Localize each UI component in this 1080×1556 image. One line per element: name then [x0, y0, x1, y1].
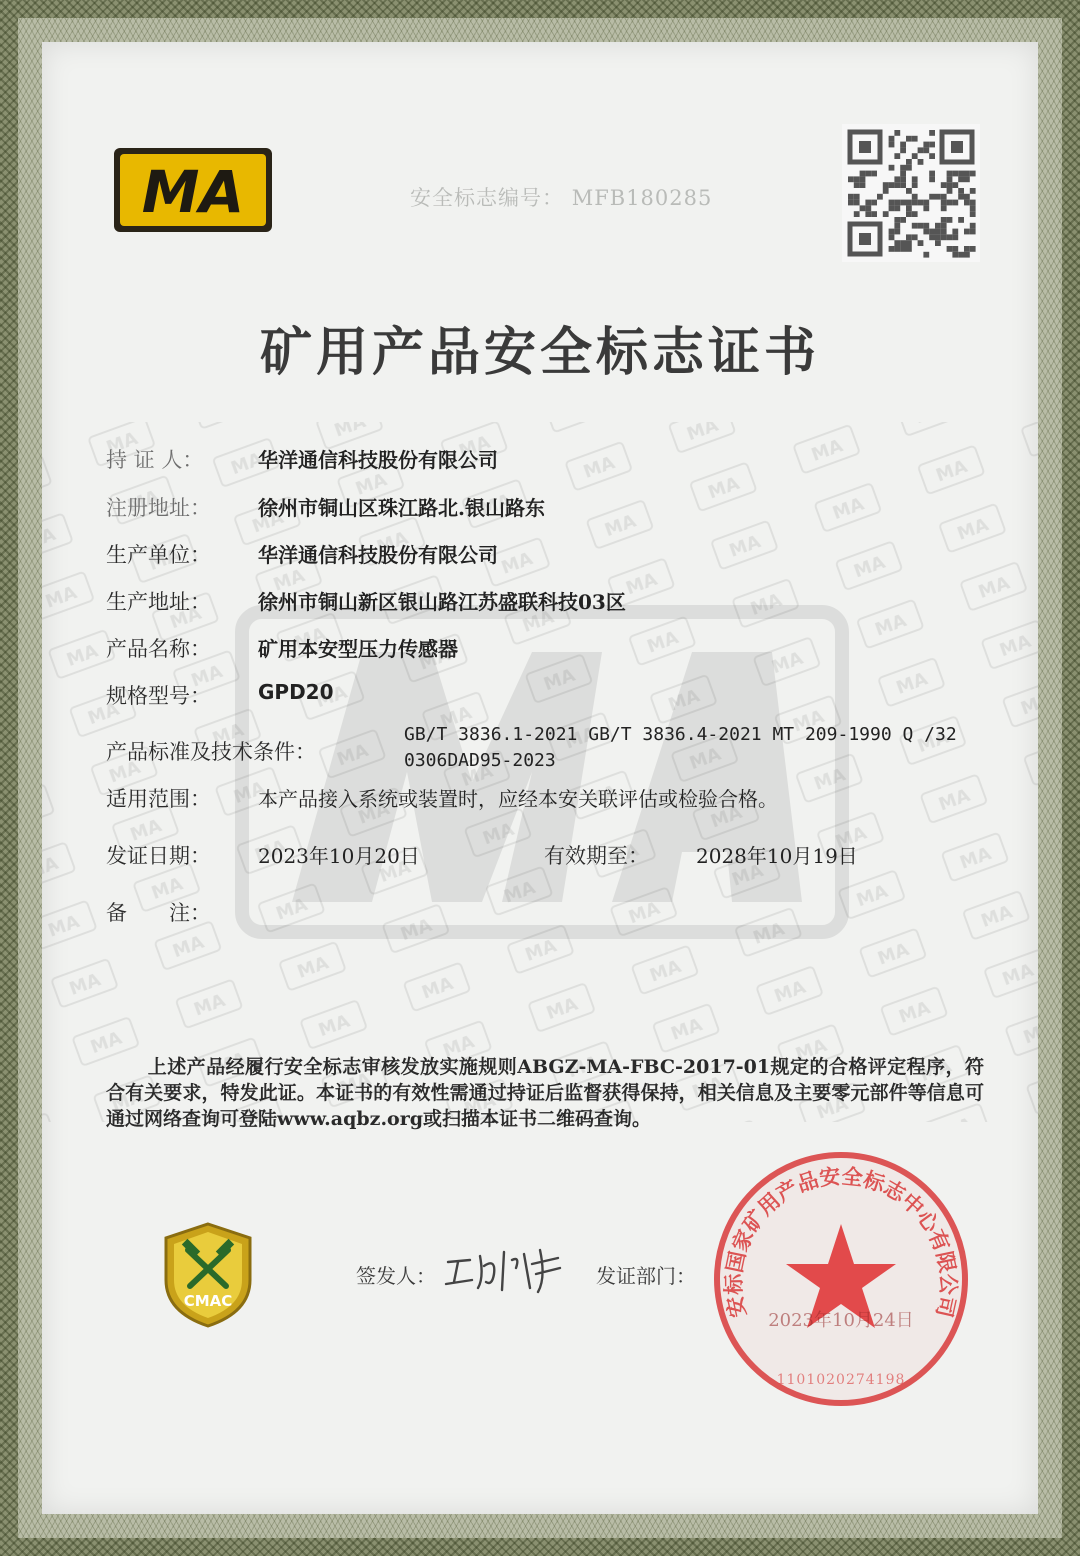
qr-cell — [912, 136, 918, 142]
qr-cell — [854, 182, 860, 188]
qr-cell — [894, 153, 900, 159]
svg-text:1101020274198: 1101020274198 — [776, 1372, 906, 1388]
qr-cell — [889, 200, 895, 206]
qr-cell — [923, 229, 929, 235]
qr-cell — [929, 229, 935, 235]
qr-cell — [912, 176, 918, 182]
prod-address-label: 生产地址： — [106, 590, 211, 614]
qr-cell — [900, 217, 906, 223]
scope-value: 本产品接入系统或装置时，应经本安关联评估或检验合格。 — [258, 787, 778, 811]
qr-cell — [906, 205, 912, 211]
qr-cell — [906, 246, 912, 252]
qr-cell — [941, 200, 947, 206]
qr-cell — [883, 188, 889, 194]
product-name-value: 矿用本安型压力传感器 — [258, 637, 458, 661]
holder-label: 持 证 人： — [106, 448, 204, 472]
qr-cell — [906, 136, 912, 142]
qr-cell — [935, 229, 941, 235]
qr-cell — [952, 246, 958, 252]
qr-cell — [929, 234, 935, 240]
qr-cell — [964, 200, 970, 206]
producer-value: 华洋通信科技股份有限公司 — [258, 543, 498, 567]
qr-cell — [894, 217, 900, 223]
qr-cell — [958, 176, 964, 182]
qr-cell — [912, 153, 918, 159]
qr-cell — [900, 142, 906, 148]
svg-text:MA: MA — [141, 158, 245, 226]
qr-cell — [918, 147, 924, 153]
qr-cell — [970, 200, 976, 206]
qr-cell — [947, 246, 953, 252]
ma-logo-icon — [112, 146, 274, 234]
qr-cell — [970, 171, 976, 177]
qr-cell — [906, 234, 912, 240]
qr-cell — [894, 223, 900, 229]
qr-cell — [865, 200, 871, 206]
qr-cell — [970, 188, 976, 194]
reg-address-value: 徐州市铜山区珠江路北.银山路东 — [258, 496, 545, 520]
qr-cell — [889, 229, 895, 235]
qr-code-icon[interactable] — [842, 124, 980, 262]
qr-cell — [952, 182, 958, 188]
qr-cell — [860, 205, 866, 211]
qr-cell — [906, 211, 912, 217]
cert-number-label: 安全标志编号： — [410, 186, 564, 210]
qr-cell — [918, 240, 924, 246]
qr-cell — [894, 240, 900, 246]
model-value: GPD20 — [258, 680, 334, 704]
certificate-title: 矿用产品安全标志证书 — [259, 322, 820, 383]
qr-cell — [970, 223, 976, 229]
svg-text:CMAC: CMAC — [183, 1292, 233, 1310]
qr-cell — [889, 205, 895, 211]
qr-cell — [900, 171, 906, 177]
qr-cell — [970, 229, 976, 235]
qr-cell — [958, 194, 964, 200]
qr-cell — [906, 200, 912, 206]
qr-cell — [854, 194, 860, 200]
qr-cell — [848, 194, 854, 200]
qr-cell — [889, 246, 895, 252]
qr-cell — [860, 176, 866, 182]
qr-cell — [964, 252, 970, 258]
qr-cell — [964, 176, 970, 182]
qr-cell — [947, 171, 953, 177]
qr-cell — [854, 211, 860, 217]
qr-cell — [871, 200, 877, 206]
qr-cell — [929, 171, 935, 177]
qr-cell — [889, 142, 895, 148]
qr-cell — [860, 171, 866, 177]
qr-cell — [906, 188, 912, 194]
qr-cell — [952, 234, 958, 240]
qr-cell — [941, 223, 947, 229]
qr-cell — [918, 223, 924, 229]
qr-cell — [970, 211, 976, 217]
qr-cell — [912, 223, 918, 229]
qr-cell — [865, 205, 871, 211]
issuer-label: 发证部门： — [596, 1264, 696, 1288]
qr-cell — [935, 240, 941, 246]
qr-cell — [952, 252, 958, 258]
qr-cell — [889, 234, 895, 240]
svg-text:安标国家矿用产品安全标志中心有限公司: 安标国家矿用产品安全标志中心有限公司 — [720, 1163, 962, 1320]
qr-cell — [918, 200, 924, 206]
red-official-seal-icon — [710, 1148, 972, 1410]
qr-cell — [929, 153, 935, 159]
qr-cell — [900, 182, 906, 188]
reg-address-label: 注册地址： — [106, 496, 211, 520]
qr-cell — [935, 234, 941, 240]
model-label: 规格型号： — [106, 684, 211, 708]
qr-cell — [889, 165, 895, 171]
qr-cell — [894, 130, 900, 136]
qr-cell — [970, 246, 976, 252]
qr-cell — [929, 130, 935, 136]
standards-label: 产品标准及技术条件： — [106, 740, 316, 764]
qr-cell — [964, 171, 970, 177]
seal-date: 2023年10月24日 — [768, 1310, 914, 1331]
issue-date-label: 发证日期： — [106, 844, 211, 868]
qr-cell — [912, 211, 918, 217]
handwritten-signature-icon — [440, 1238, 572, 1298]
remarks-label: 备 注： — [106, 901, 211, 925]
qr-cell — [923, 252, 929, 258]
qr-cell — [900, 200, 906, 206]
qr-cell — [923, 223, 929, 229]
qr-cell — [906, 240, 912, 246]
qr-cell — [894, 176, 900, 182]
qr-cell — [958, 217, 964, 223]
qr-cell — [964, 229, 970, 235]
qr-cell — [912, 182, 918, 188]
qr-cell — [935, 223, 941, 229]
qr-cell — [929, 194, 935, 200]
qr-cell — [900, 176, 906, 182]
qr-cell — [952, 171, 958, 177]
qr-cell — [912, 194, 918, 200]
scope-label: 适用范围： — [106, 787, 211, 811]
qr-cell — [964, 194, 970, 200]
qr-cell — [941, 217, 947, 223]
qr-cell — [952, 229, 958, 235]
valid-until-label: 有效期至： — [544, 844, 649, 868]
qr-cell — [935, 194, 941, 200]
certificate-paper — [42, 42, 1038, 1514]
qr-cell — [848, 200, 854, 206]
cmac-badge-icon — [160, 1220, 256, 1330]
qr-cell — [889, 182, 895, 188]
qr-cell — [848, 176, 854, 182]
qr-cell — [854, 200, 860, 206]
qr-cell — [865, 211, 871, 217]
producer-label: 生产单位： — [106, 543, 211, 567]
declaration-text: 上述产品经履行安全标志审核发放实施规则ABGZ-MA-FBC-2017-01规定的合格评定程序，符合有关要求，特发此证。本证书的有效性需通过持证后监督获得保持，相关信息及主要零元部件等信息可通过网络查询可登陆www.aqbz.org或扫描本证书二维码查询。 — [106, 1056, 984, 1130]
qr-cell — [923, 200, 929, 206]
qr-cell — [900, 147, 906, 153]
signer-label: 签发人： — [356, 1264, 436, 1288]
qr-cell — [894, 229, 900, 235]
qr-cell — [894, 200, 900, 206]
product-name-label: 产品名称： — [106, 637, 211, 661]
qr-cell — [941, 229, 947, 235]
qr-cell — [883, 182, 889, 188]
qr-cell — [958, 171, 964, 177]
qr-cell — [964, 246, 970, 252]
qr-cell — [941, 205, 947, 211]
qr-cell — [941, 234, 947, 240]
qr-cell — [906, 159, 912, 165]
qr-cell — [894, 246, 900, 252]
qr-cell — [929, 176, 935, 182]
qr-cell — [871, 171, 877, 177]
qr-cell — [947, 217, 953, 223]
qr-cell — [894, 182, 900, 188]
qr-cell — [947, 234, 953, 240]
qr-cell — [871, 211, 877, 217]
cert-number — [410, 182, 712, 212]
qr-cell — [947, 176, 953, 182]
holder-value: 华洋通信科技股份有限公司 — [258, 448, 498, 472]
qr-cell — [854, 176, 860, 182]
qr-cell — [912, 200, 918, 206]
qr-cell — [889, 136, 895, 142]
qr-cell — [947, 182, 953, 188]
qr-cell — [906, 165, 912, 171]
qr-cell — [894, 205, 900, 211]
qr-cell — [865, 171, 871, 177]
qr-cell — [947, 200, 953, 206]
qr-cell — [923, 147, 929, 153]
qr-cell — [860, 182, 866, 188]
qr-cell — [958, 252, 964, 258]
qr-cell — [923, 205, 929, 211]
qr-cell — [958, 188, 964, 194]
qr-cell — [900, 246, 906, 252]
standards-value: GB/T 3836.1-2021 GB/T 3836.4-2021 MT 209-1990 Q /320306DAD95-2023 — [404, 724, 957, 771]
qr-cell — [877, 194, 883, 200]
qr-cell — [923, 142, 929, 148]
qr-cell — [970, 205, 976, 211]
qr-cell — [929, 142, 935, 148]
qr-cell — [941, 194, 947, 200]
qr-cell — [952, 200, 958, 206]
issue-date-value: 2023年10月20日 — [258, 844, 420, 868]
valid-until-value: 2028年10月19日 — [696, 844, 858, 868]
qr-cell — [912, 234, 918, 240]
qr-cell — [900, 165, 906, 171]
qr-cell — [883, 211, 889, 217]
qr-cell — [947, 188, 953, 194]
prod-address-value: 徐州市铜山新区银山路江苏盛联科技03区 — [258, 590, 626, 614]
qr-cell — [941, 182, 947, 188]
qr-cell — [900, 240, 906, 246]
qr-cell — [918, 159, 924, 165]
cert-number-value: MFB180285 — [571, 186, 713, 210]
